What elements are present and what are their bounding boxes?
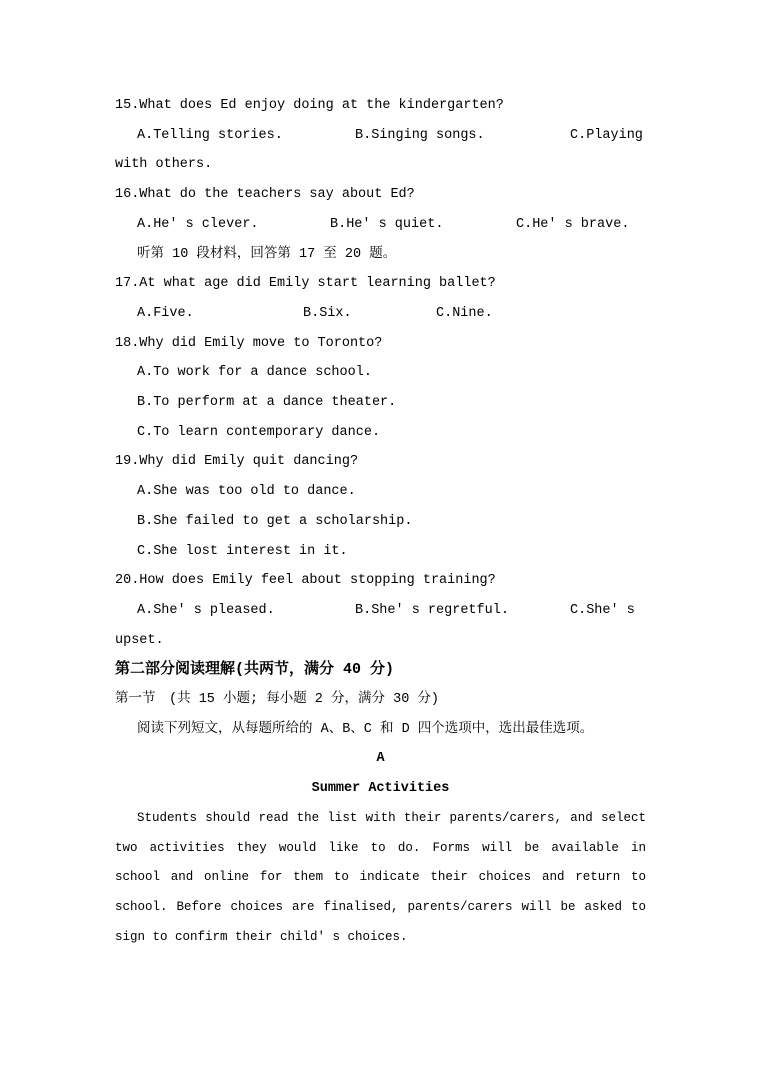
question-20-option-b: B.She' s regretful. <box>355 602 509 618</box>
question-18-option-a: A.To work for a dance school. <box>137 365 372 381</box>
question-17-options <box>115 299 646 329</box>
question-19-option-b: B.She failed to get a scholarship. <box>137 513 413 529</box>
reading-instruction: 阅读下列短文，从每题所给的 A、B、C 和 D 四个选项中，选出最佳选项。 <box>137 721 594 737</box>
question-18-option-b: B.To perform at a dance theater. <box>137 395 397 411</box>
question-15-text: 15.What does Ed enjoy doing at the kindergarten? <box>115 98 504 113</box>
question-17-option-c: C.Nine. <box>436 305 493 321</box>
question-16-text: 16.What do the teachers say about Ed? <box>115 187 415 203</box>
question-20-text: 20.How does Emily feel about stopping training? <box>115 573 496 589</box>
passage-title: Summer Activities <box>311 781 450 797</box>
question-20-option-c: C.She' s upset. <box>115 602 635 648</box>
question-15-option-a: A.Telling stories. <box>137 127 283 143</box>
question-20-option-a: A.She' s pleased. <box>137 602 275 618</box>
reading-section-heading: 第二部分阅读理解(共两节，满分 40 分) <box>115 661 395 679</box>
question-20-options <box>115 596 646 655</box>
question-18-option-c: C.To learn contemporary dance. <box>137 424 381 440</box>
reading-part-heading: 第一节 (共 15 小题; 每小题 2 分，满分 30 分) <box>115 692 440 708</box>
question-15-option-b: B.Singing songs. <box>355 127 485 143</box>
question-15-option-c: C.Playing with others. <box>115 127 643 173</box>
question-16-option-a: A.He' s clever. <box>137 216 259 232</box>
question-16-options <box>115 210 646 240</box>
question-16-option-b: B.He' s quiet. <box>330 216 444 232</box>
question-19-option-c: C.She lost interest in it. <box>137 543 348 559</box>
question-19-option-a: A.She was too old to dance. <box>137 484 356 500</box>
passage-text: Students should read the list with their parents/carers, and select two activities they would like to do. Forms will be available in school and online for them to indicate their choices and return to school. Before choices are finalised, parents/carers will be asked to sign to confirm their child' s choices. <box>115 810 646 944</box>
question-17-option-a: A.Five. <box>137 305 194 321</box>
listening-instruction: 听第 10 段材料，回答第 17 至 20 题。 <box>137 246 397 262</box>
question-15-options <box>115 121 646 180</box>
question-19-text: 19.Why did Emily quit dancing? <box>115 454 359 470</box>
passage-label: A <box>376 751 385 767</box>
question-17-text: 17.At what age did Emily start learning ballet? <box>115 276 496 292</box>
question-17-option-b: B.Six. <box>303 305 352 321</box>
question-18-text: 18.Why did Emily move to Toronto? <box>115 335 383 351</box>
question-16-option-c: C.He' s brave. <box>516 216 630 232</box>
